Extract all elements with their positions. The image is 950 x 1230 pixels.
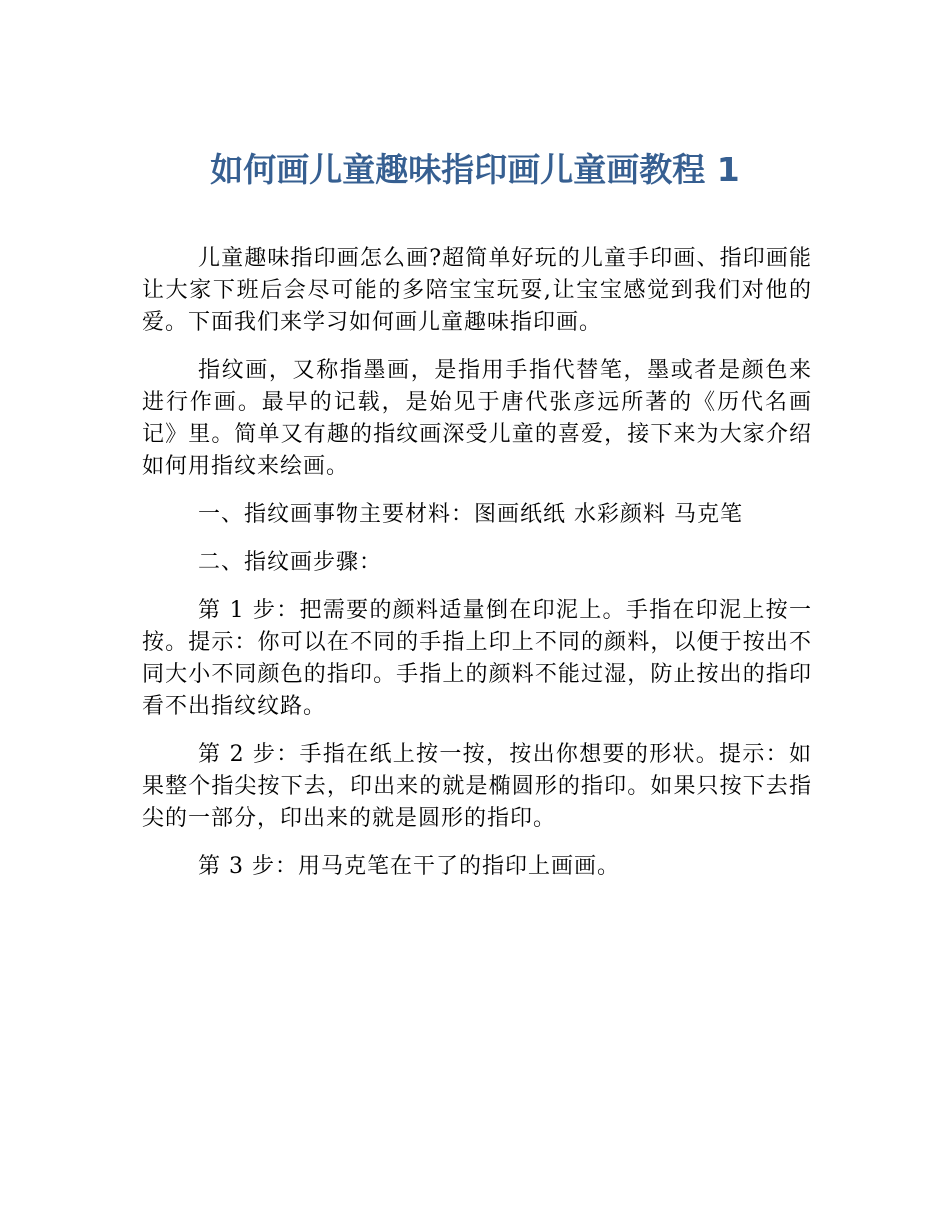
paragraph-step-2: 第 2 步：手指在纸上按一按，按出你想要的形状。提示：如果整个指尖按下去，印出来的就是椭圆形的指印。如果只按下去指尖的一部分，印出来的就是圆形的指印。 bbox=[142, 742, 812, 831]
paragraph-steps-heading: 二、指纹画步骤： bbox=[198, 550, 383, 575]
paragraph-step-3: 第 3 步：用马克笔在干了的指印上画画。 bbox=[198, 854, 620, 879]
paragraph-step-1: 第 1 步：把需要的颜料适量倒在印泥上。手指在印泥上按一按。提示：你可以在不同的手指上印上不同的颜料，以便于按出不同大小不同颜色的指印。手指上的颜料不能过湿，防止按出的指印看不出指纹纹路。 bbox=[142, 598, 812, 719]
paragraph-materials: 一、指纹画事物主要材料：图画纸纸 水彩颜料 马克笔 bbox=[198, 502, 743, 527]
document-body bbox=[142, 243, 812, 899]
paragraph-definition: 指纹画，又称指墨画，是指用手指代替笔，墨或者是颜色来进行作画。最早的记载，是始见于唐代张彦远所著的《历代名画记》里。简单又有趣的指纹画深受儿童的喜爱，接下来为大家介绍如何用指纹来绘画。 bbox=[142, 358, 812, 479]
document-title: 如何画儿童趣味指印画儿童画教程 1 bbox=[210, 150, 740, 189]
paragraph-intro: 儿童趣味指印画怎么画?超简单好玩的儿童手印画、指印画能让大家下班后会尽可能的多陪宝宝玩耍,让宝宝感觉到我们对他的爱。下面我们来学习如何画儿童趣味指印画。 bbox=[142, 246, 812, 335]
